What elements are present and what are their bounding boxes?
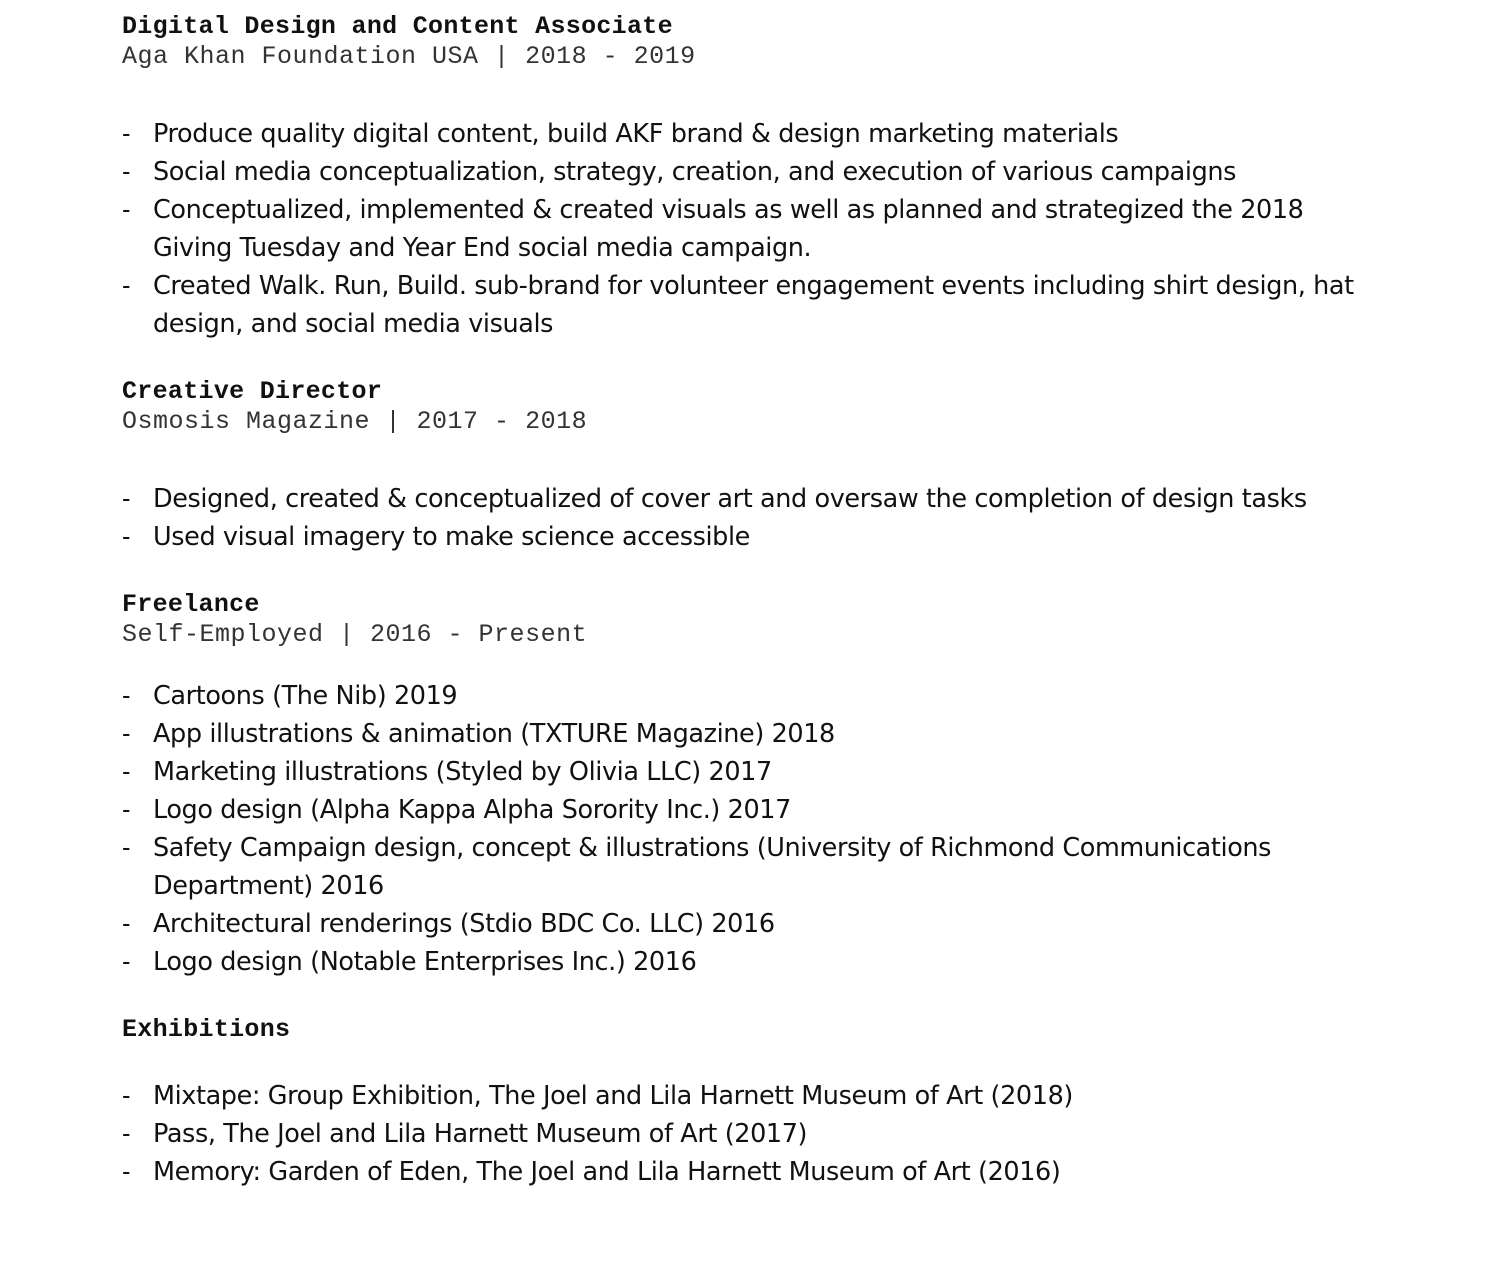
list-item: - Logo design (Alpha Kappa Alpha Sorority Inc.) 2017 — [122, 791, 1422, 829]
dash-marker: - — [122, 948, 131, 976]
list-item: - Logo design (Notable Enterprises Inc.) 2016 — [122, 943, 1422, 981]
list-item: - Created Walk. Run, Build. sub-brand for volunteer engagement events including shirt design, hat — [122, 267, 1422, 305]
dash-marker: - — [122, 485, 131, 513]
list-item: - Cartoons (The Nib) 2019 — [122, 677, 1422, 715]
experience-aga-khan — [122, 12, 1422, 343]
bullet-list — [122, 480, 1422, 556]
job-employer-dates: Self-Employed | 2016 - Present — [122, 620, 588, 649]
list-item: - Memory: Garden of Eden, The Joel and Lila Harnett Museum of Art (2016) — [122, 1153, 1422, 1191]
bullet-list — [122, 1077, 1422, 1191]
list-item: - Mixtape: Group Exhibition, The Joel and Lila Harnett Museum of Art (2018) — [122, 1077, 1422, 1115]
dash-marker: - — [122, 910, 131, 938]
list-item: - Pass, The Joel and Lila Harnett Museum of Art (2017) — [122, 1115, 1422, 1153]
dash-marker: - — [122, 1120, 131, 1148]
dash-marker: - — [122, 682, 131, 710]
dash-marker: - — [122, 1158, 131, 1186]
dash-marker: - — [122, 1082, 131, 1110]
list-item: - Social media conceptualization, strategy, creation, and execution of various campaigns — [122, 153, 1422, 191]
dash-marker: - — [122, 758, 131, 786]
list-item: - Produce quality digital content, build AKF brand & design marketing materials — [122, 115, 1422, 153]
list-item: - Conceptualized, implemented & created visuals as well as planned and strategized the 2018 — [122, 191, 1422, 229]
exhibitions — [122, 1015, 1422, 1191]
job-employer-dates: Aga Khan Foundation USA | 2018 - 2019 — [122, 42, 696, 71]
list-item: - Marketing illustrations (Styled by Olivia LLC) 2017 — [122, 753, 1422, 791]
job-title: Digital Design and Content Associate — [122, 12, 673, 41]
list-item: - Architectural renderings (Stdio BDC Co. LLC) 2016 — [122, 905, 1422, 943]
list-item-continuation: Giving Tuesday and Year End social media campaign. — [153, 233, 812, 263]
resume-page — [122, 12, 1422, 1191]
experience-osmosis — [122, 377, 1422, 556]
list-item: - Safety Campaign design, concept & illustrations (University of Richmond Communications — [122, 829, 1422, 867]
dash-marker: - — [122, 196, 131, 224]
bullet-list — [122, 677, 1422, 981]
dash-marker: - — [122, 834, 131, 862]
dash-marker: - — [122, 720, 131, 748]
experience-freelance — [122, 590, 1422, 981]
job-title: Freelance — [122, 590, 260, 619]
dash-marker: - — [122, 272, 131, 300]
section-heading: Exhibitions — [122, 1015, 291, 1044]
dash-marker: - — [122, 523, 131, 551]
list-item-continuation: design, and social media visuals — [153, 309, 554, 339]
list-item: - App illustrations & animation (TXTURE Magazine) 2018 — [122, 715, 1422, 753]
job-employer-dates: Osmosis Magazine | 2017 - 2018 — [122, 407, 588, 436]
list-item-continuation: Department) 2016 — [153, 871, 384, 901]
job-title: Creative Director — [122, 377, 383, 406]
dash-marker: - — [122, 120, 131, 148]
dash-marker: - — [122, 796, 131, 824]
list-item: - Designed, created & conceptualized of cover art and oversaw the completion of design tasks — [122, 480, 1422, 518]
list-item: - Used visual imagery to make science accessible — [122, 518, 1422, 556]
dash-marker: - — [122, 158, 131, 186]
bullet-list — [122, 115, 1422, 343]
